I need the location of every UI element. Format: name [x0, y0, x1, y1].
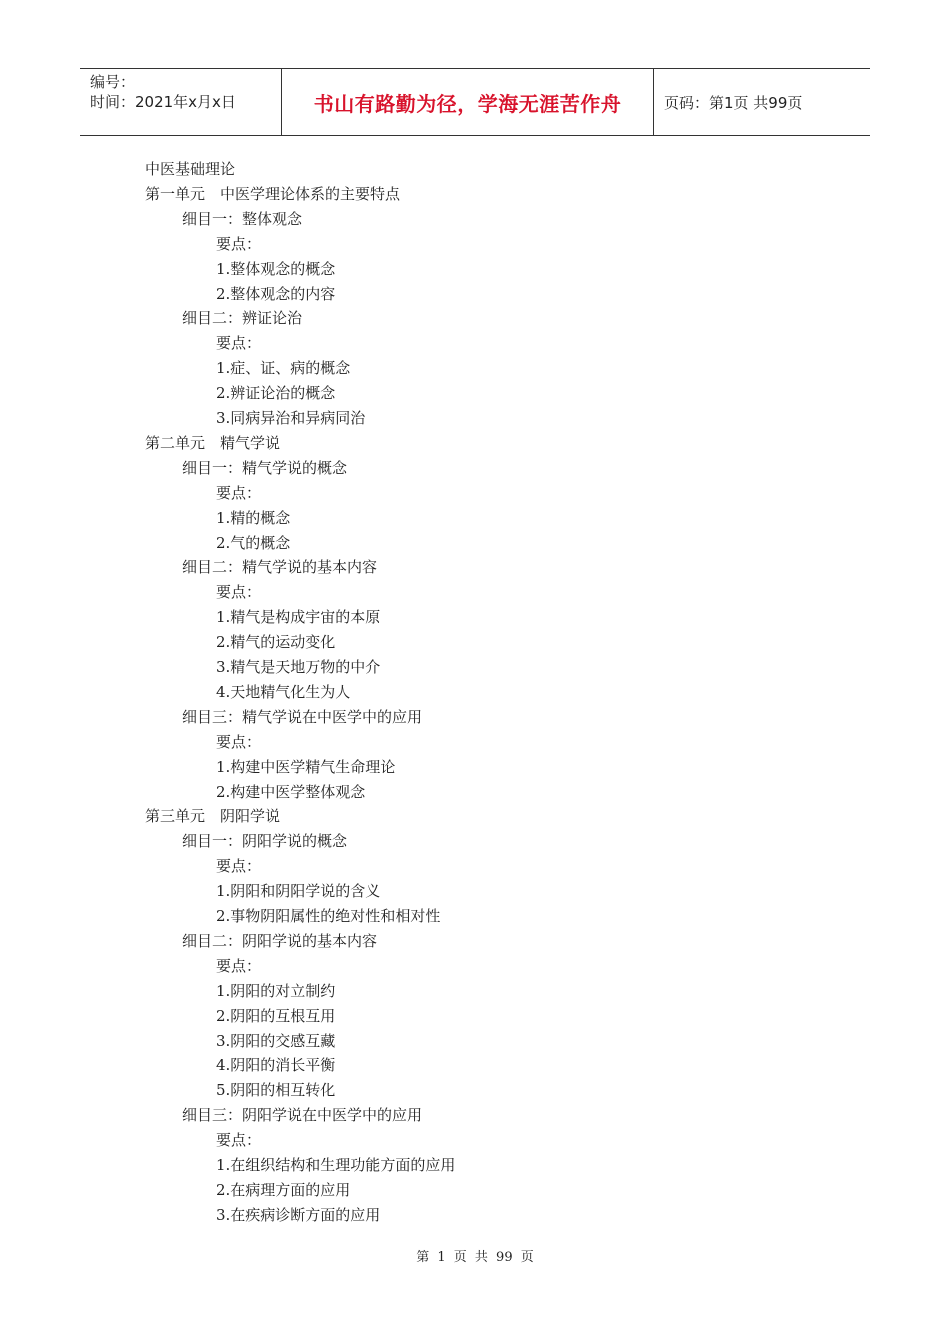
outline-item: 要点： — [216, 732, 262, 751]
outline-item: 4.阴阳的消长平衡 — [216, 1056, 336, 1075]
time-label: 时间：2021年x月x日 — [90, 93, 236, 111]
outline-item: 1.在组织结构和生理功能方面的应用 — [216, 1156, 456, 1174]
outline-item: 3.精气是天地万物的中介 — [216, 658, 381, 676]
outline-heading: 中医基础理论 — [145, 160, 236, 178]
outline-heading: 第三单元 阴阳学说 — [145, 807, 281, 826]
outline-item: 1.症、证、病的概念 — [216, 359, 351, 378]
outline-item: 1.阴阳的对立制约 — [216, 981, 336, 1000]
outline-item: 4.天地精气化生为人 — [216, 682, 351, 701]
outline-item: 2.构建中医学整体观念 — [216, 782, 366, 801]
outline-item: 2.辨证论治的概念 — [216, 384, 336, 403]
outline-heading: 第二单元 精气学说 — [145, 433, 281, 452]
outline-item: 2.整体观念的内容 — [216, 284, 336, 303]
outline-heading: 第一单元 中医学理论体系的主要特点 — [145, 184, 401, 203]
header-motto-cell — [282, 69, 654, 135]
outline-subheading: 细目二：阴阳学说的基本内容 — [182, 931, 378, 950]
outline-item: 要点： — [216, 1131, 262, 1150]
outline-item: 1.整体观念的概念 — [216, 259, 336, 278]
footer-page-number: 第 1 页 共 99 页 — [416, 1250, 534, 1265]
page-footer — [0, 1246, 950, 1265]
outline-subheading: 细目三：阴阳学说在中医学中的应用 — [182, 1106, 423, 1125]
outline-item: 1.精气是构成宇宙的本原 — [216, 608, 381, 627]
outline-item: 2.气的概念 — [216, 533, 291, 552]
motto-text: 书山有路勤为径，学海无涯苦作舟 — [313, 91, 622, 116]
outline-item: 要点： — [216, 483, 262, 502]
outline-subheading: 细目二：辨证论治 — [182, 309, 303, 328]
outline-item: 2.事物阴阳属性的绝对性和相对性 — [216, 907, 441, 925]
page-label: 页码：第1页 共99页 — [664, 93, 803, 112]
outline-subheading: 细目一：精气学说的概念 — [182, 458, 348, 477]
outline-item: 要点： — [216, 334, 262, 353]
outline-item: 要点： — [216, 583, 262, 602]
document-header — [80, 68, 870, 136]
outline-item: 2.阴阳的互根互用 — [216, 1006, 336, 1025]
outline-subheading: 细目三：精气学说在中医学中的应用 — [182, 707, 423, 726]
outline-subheading: 细目一：阴阳学说的概念 — [182, 832, 348, 851]
number-label: 编号： — [90, 73, 136, 91]
outline-item: 1.构建中医学精气生命理论 — [216, 757, 396, 776]
outline-item: 要点： — [216, 956, 262, 975]
outline-item: 1.阴阳和阴阳学说的含义 — [216, 882, 381, 901]
outline-item: 要点： — [216, 234, 262, 253]
outline-item: 2.精气的运动变化 — [216, 633, 336, 652]
outline-item: 1.精的概念 — [216, 508, 291, 527]
outline-item: 3.阴阳的交感互藏 — [216, 1031, 336, 1050]
outline-item: 3.同病异治和异病同治 — [216, 409, 366, 427]
header-page-cell — [654, 69, 870, 135]
outline-item: 3.在疾病诊断方面的应用 — [216, 1205, 381, 1224]
outline-item: 5.阴阳的相互转化 — [216, 1081, 336, 1100]
outline-item: 要点： — [216, 857, 262, 876]
outline-subheading: 细目一：整体观念 — [182, 209, 303, 228]
outline-subheading: 细目二：精气学说的基本内容 — [182, 558, 378, 577]
outline-item: 2.在病理方面的应用 — [216, 1180, 351, 1199]
header-meta-cell — [80, 69, 282, 135]
